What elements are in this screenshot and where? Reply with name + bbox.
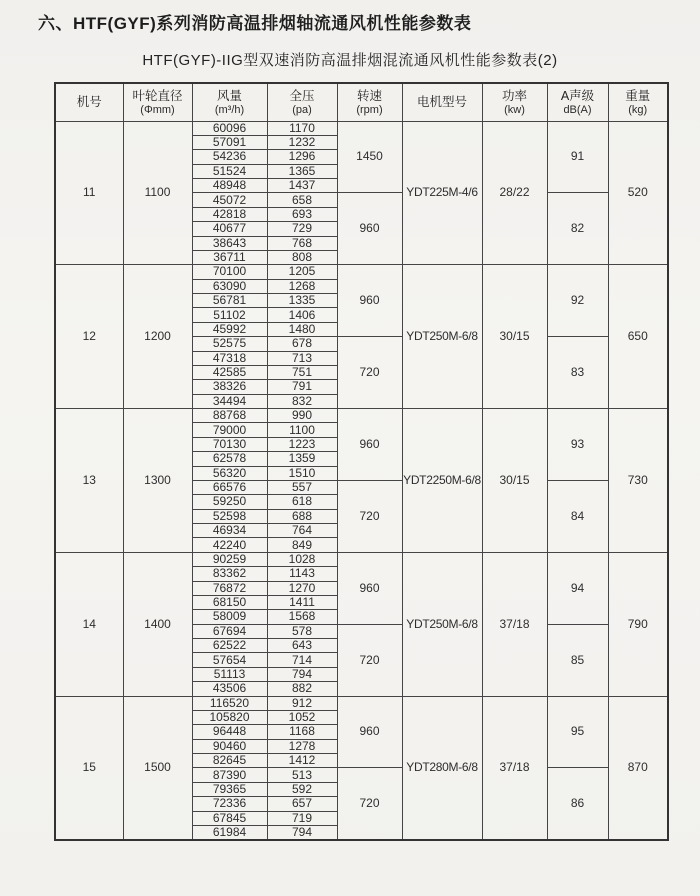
pressure-cell: 714 (267, 653, 337, 667)
flow-cell: 96448 (192, 725, 267, 739)
flow-cell: 67694 (192, 624, 267, 638)
speed-cell: 960 (337, 193, 402, 265)
speed-cell: 720 (337, 768, 402, 840)
flow-cell: 51524 (192, 164, 267, 178)
column-header-unit: (Φmm) (140, 103, 175, 116)
motor-model-cell: YDT225M-4/6 (402, 121, 482, 265)
weight-cell: 870 (608, 696, 668, 840)
flow-cell: 83362 (192, 567, 267, 581)
flow-cell: 59250 (192, 495, 267, 509)
speed-cell: 720 (337, 480, 402, 552)
flow-cell: 62522 (192, 639, 267, 653)
column-header-unit: (kw) (504, 103, 525, 116)
pressure-cell: 657 (267, 797, 337, 811)
pressure-cell: 1406 (267, 308, 337, 322)
column-header-3 (267, 83, 337, 121)
flow-cell: 36711 (192, 250, 267, 264)
pressure-cell: 1143 (267, 567, 337, 581)
flow-cell: 66576 (192, 480, 267, 494)
speed-cell: 960 (337, 696, 402, 768)
power-cell: 37/18 (482, 552, 547, 696)
flow-cell: 56781 (192, 294, 267, 308)
page-title: 六、HTF(GYF)系列消防高温排烟轴流通风机性能参数表 (38, 14, 472, 33)
table-row (55, 552, 668, 566)
pressure-cell: 643 (267, 639, 337, 653)
impeller-diameter-cell: 1300 (123, 409, 192, 553)
impeller-diameter-cell: 1400 (123, 552, 192, 696)
pressure-cell: 1278 (267, 739, 337, 753)
flow-cell: 48948 (192, 179, 267, 193)
pressure-cell: 1510 (267, 466, 337, 480)
pressure-cell: 1412 (267, 754, 337, 768)
spec-table-header (55, 83, 668, 121)
header-row (55, 83, 668, 121)
flow-cell: 57091 (192, 135, 267, 149)
flow-cell: 88768 (192, 409, 267, 423)
column-header-unit: (m³/h) (214, 103, 245, 116)
pressure-cell: 1223 (267, 437, 337, 451)
pressure-cell: 1359 (267, 452, 337, 466)
flow-cell: 54236 (192, 150, 267, 164)
page-subtitle: HTF(GYF)-IIG型双速消防高温排烟混流通风机性能参数表(2) (142, 52, 558, 69)
pressure-cell: 719 (267, 811, 337, 825)
pressure-cell: 1335 (267, 294, 337, 308)
speed-cell: 960 (337, 552, 402, 624)
noise-cell: 95 (547, 696, 608, 768)
pressure-cell: 791 (267, 380, 337, 394)
flow-cell: 52575 (192, 337, 267, 351)
flow-cell: 82645 (192, 754, 267, 768)
pressure-cell: 729 (267, 222, 337, 236)
pressure-cell: 578 (267, 624, 337, 638)
weight-cell: 520 (608, 121, 668, 265)
column-header-label: 风量 (216, 88, 242, 103)
power-cell: 30/15 (482, 265, 547, 409)
flow-cell: 79000 (192, 423, 267, 437)
noise-cell: 83 (547, 337, 608, 409)
column-header-unit: (pa) (292, 103, 312, 116)
noise-cell: 84 (547, 480, 608, 552)
pressure-cell: 794 (267, 667, 337, 681)
table-row (55, 265, 668, 279)
model-no-cell: 13 (55, 409, 123, 553)
pressure-cell: 693 (267, 207, 337, 221)
noise-cell: 94 (547, 552, 608, 624)
pressure-cell: 513 (267, 768, 337, 782)
flow-cell: 46934 (192, 524, 267, 538)
column-header-label: 功率 (501, 88, 527, 103)
pressure-cell: 832 (267, 394, 337, 408)
pressure-cell: 592 (267, 782, 337, 796)
column-header-label: 电机型号 (416, 95, 467, 110)
pressure-cell: 688 (267, 509, 337, 523)
noise-cell: 86 (547, 768, 608, 840)
flow-cell: 67845 (192, 811, 267, 825)
flow-cell: 68150 (192, 595, 267, 609)
pressure-cell: 618 (267, 495, 337, 509)
column-header-1 (123, 83, 192, 121)
flow-cell: 42240 (192, 538, 267, 552)
flow-cell: 76872 (192, 581, 267, 595)
pressure-cell: 1268 (267, 279, 337, 293)
column-header-unit: (kg) (628, 103, 648, 116)
column-header-label: A声级 (560, 88, 595, 103)
flow-cell: 63090 (192, 279, 267, 293)
flow-cell: 62578 (192, 452, 267, 466)
pressure-cell: 1205 (267, 265, 337, 279)
flow-cell: 47318 (192, 351, 267, 365)
pressure-cell: 557 (267, 480, 337, 494)
pressure-cell: 768 (267, 236, 337, 250)
spec-table (54, 82, 669, 841)
model-no-cell: 11 (55, 121, 123, 265)
column-header-2 (192, 83, 267, 121)
pressure-cell: 882 (267, 682, 337, 696)
motor-model-cell: YDT280M-6/8 (402, 696, 482, 840)
scanned-document-page (0, 9, 700, 896)
column-header-label: 叶轮直径 (132, 88, 183, 103)
power-cell: 37/18 (482, 696, 547, 840)
speed-cell: 720 (337, 337, 402, 409)
pressure-cell: 1168 (267, 725, 337, 739)
power-cell: 30/15 (482, 409, 547, 553)
flow-cell: 40677 (192, 222, 267, 236)
pressure-cell: 1568 (267, 610, 337, 624)
flow-cell: 90259 (192, 552, 267, 566)
column-header-label: 重量 (625, 88, 651, 103)
speed-cell: 960 (337, 409, 402, 481)
flow-cell: 51102 (192, 308, 267, 322)
flow-cell: 58009 (192, 610, 267, 624)
pressure-cell: 912 (267, 696, 337, 710)
flow-cell: 116520 (192, 696, 267, 710)
model-no-cell: 12 (55, 265, 123, 409)
speed-cell: 960 (337, 265, 402, 337)
motor-model-cell: YDT250M-6/8 (402, 552, 482, 696)
pressure-cell: 849 (267, 538, 337, 552)
weight-cell: 790 (608, 552, 668, 696)
impeller-diameter-cell: 1500 (123, 696, 192, 840)
flow-cell: 90460 (192, 739, 267, 753)
pressure-cell: 1270 (267, 581, 337, 595)
flow-cell: 45992 (192, 322, 267, 336)
pressure-cell: 1437 (267, 179, 337, 193)
spec-table-body (55, 121, 668, 840)
noise-cell: 82 (547, 193, 608, 265)
motor-model-cell: YDT250M-6/8 (402, 265, 482, 409)
weight-cell: 650 (608, 265, 668, 409)
pressure-cell: 678 (267, 337, 337, 351)
pressure-cell: 1365 (267, 164, 337, 178)
flow-cell: 70100 (192, 265, 267, 279)
pressure-cell: 1480 (267, 322, 337, 336)
pressure-cell: 1411 (267, 595, 337, 609)
flow-cell: 70130 (192, 437, 267, 451)
flow-cell: 79365 (192, 782, 267, 796)
column-header-7 (547, 83, 608, 121)
column-header-0 (55, 83, 123, 121)
table-row (55, 696, 668, 710)
model-no-cell: 14 (55, 552, 123, 696)
flow-cell: 56320 (192, 466, 267, 480)
weight-cell: 730 (608, 409, 668, 553)
motor-model-cell: YDT2250M-6/8 (402, 409, 482, 553)
table-row (55, 409, 668, 423)
noise-cell: 85 (547, 624, 608, 696)
flow-cell: 61984 (192, 825, 267, 840)
pressure-cell: 808 (267, 250, 337, 264)
column-header-6 (482, 83, 547, 121)
pressure-cell: 764 (267, 524, 337, 538)
noise-cell: 92 (547, 265, 608, 337)
flow-cell: 38326 (192, 380, 267, 394)
column-header-5 (402, 83, 482, 121)
pressure-cell: 990 (267, 409, 337, 423)
flow-cell: 42585 (192, 365, 267, 379)
column-header-8 (608, 83, 668, 121)
flow-cell: 45072 (192, 193, 267, 207)
impeller-diameter-cell: 1200 (123, 265, 192, 409)
noise-cell: 93 (547, 409, 608, 481)
table-row (55, 121, 668, 135)
impeller-diameter-cell: 1100 (123, 121, 192, 265)
pressure-cell: 1052 (267, 710, 337, 724)
flow-cell: 105820 (192, 710, 267, 724)
flow-cell: 43506 (192, 682, 267, 696)
pressure-cell: 658 (267, 193, 337, 207)
flow-cell: 57654 (192, 653, 267, 667)
power-cell: 28/22 (482, 121, 547, 265)
flow-cell: 34494 (192, 394, 267, 408)
pressure-cell: 713 (267, 351, 337, 365)
flow-cell: 87390 (192, 768, 267, 782)
pressure-cell: 1028 (267, 552, 337, 566)
flow-cell: 42818 (192, 207, 267, 221)
flow-cell: 51113 (192, 667, 267, 681)
column-header-label: 机号 (76, 95, 102, 110)
flow-cell: 38643 (192, 236, 267, 250)
column-header-unit: (rpm) (356, 103, 383, 116)
flow-cell: 72336 (192, 797, 267, 811)
model-no-cell: 15 (55, 696, 123, 840)
speed-cell: 1450 (337, 121, 402, 193)
pressure-cell: 1100 (267, 423, 337, 437)
speed-cell: 720 (337, 624, 402, 696)
pressure-cell: 1232 (267, 135, 337, 149)
column-header-4 (337, 83, 402, 121)
column-header-label: 全压 (289, 88, 315, 103)
flow-cell: 60096 (192, 121, 267, 135)
pressure-cell: 1170 (267, 121, 337, 135)
pressure-cell: 751 (267, 365, 337, 379)
noise-cell: 91 (547, 121, 608, 193)
flow-cell: 52598 (192, 509, 267, 523)
column-header-unit: dB(A) (563, 103, 592, 116)
pressure-cell: 1296 (267, 150, 337, 164)
column-header-label: 转速 (356, 88, 382, 103)
pressure-cell: 794 (267, 825, 337, 840)
